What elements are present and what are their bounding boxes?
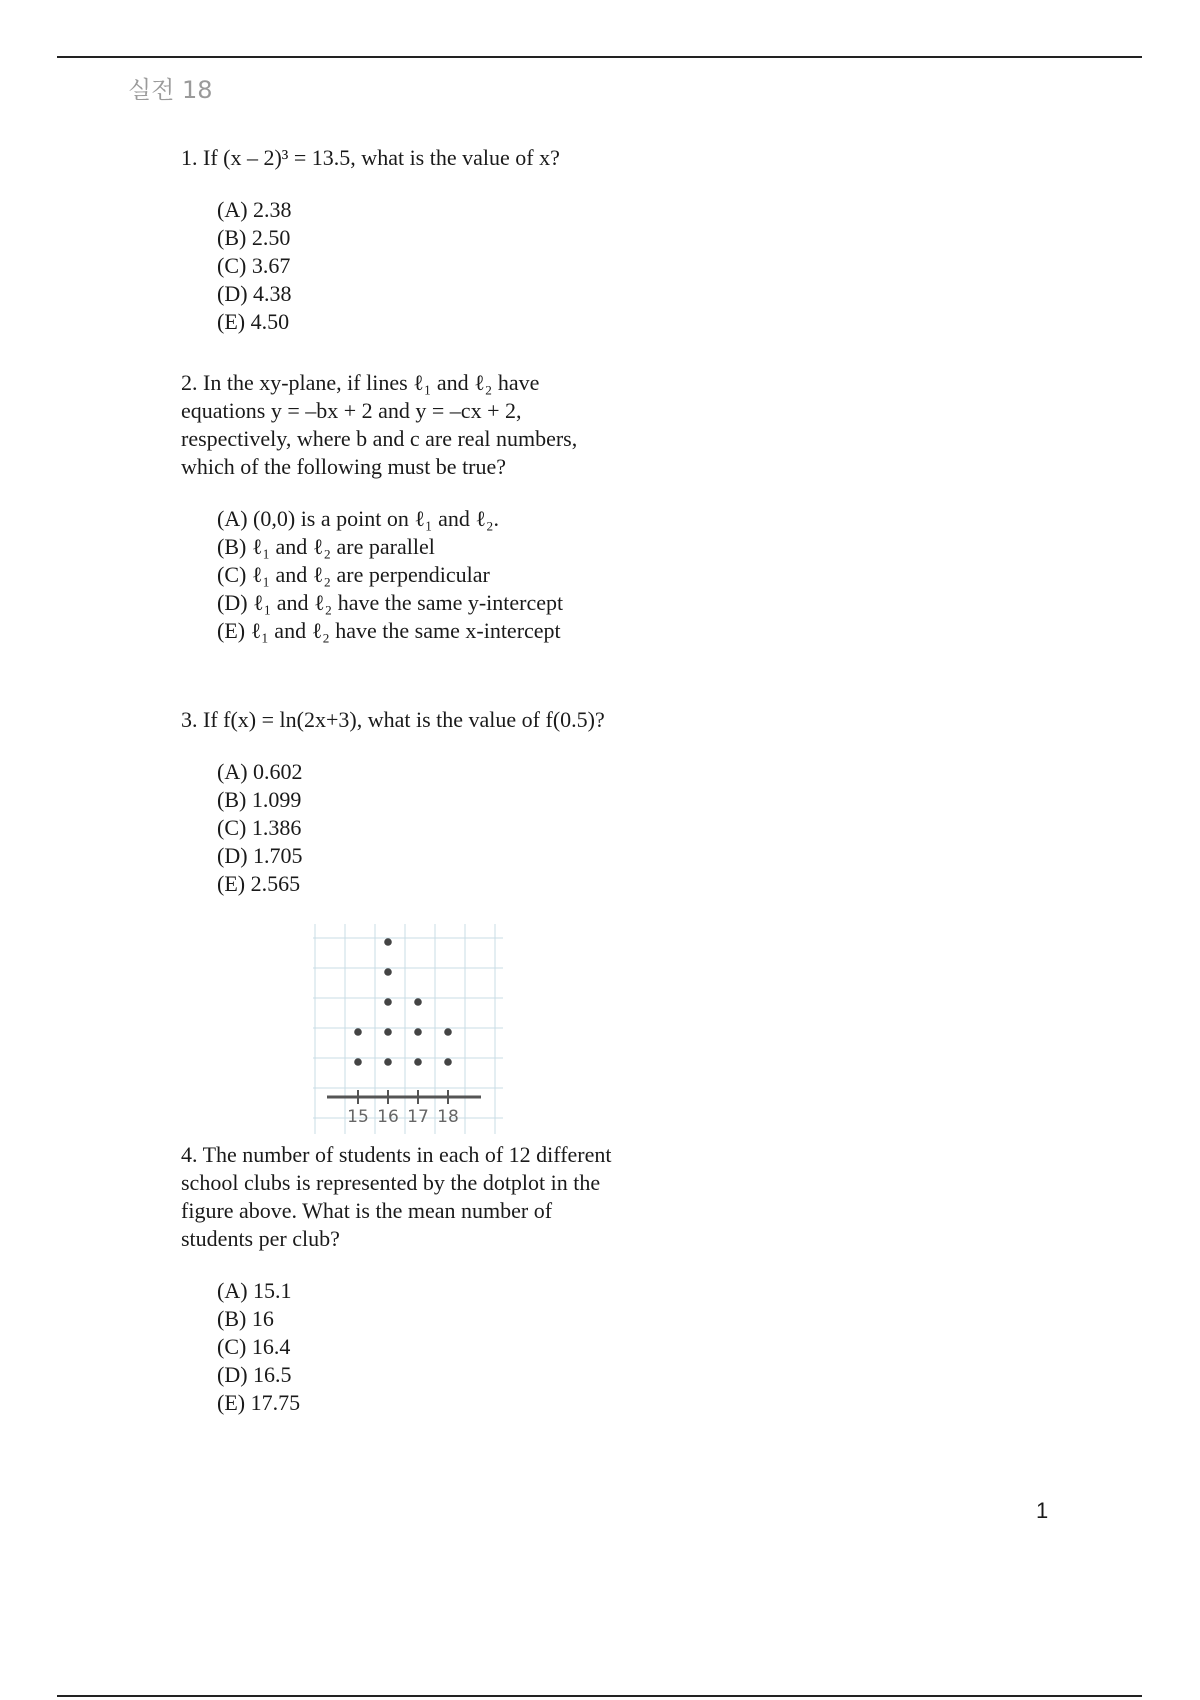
data-dot: [384, 1058, 392, 1066]
tick-labels: [347, 1107, 459, 1127]
choice-c[interactable]: (C) 16.4: [217, 1334, 291, 1359]
choice-a[interactable]: (A) 15.1: [217, 1278, 292, 1303]
data-dot: [354, 1028, 362, 1036]
axis: [327, 1090, 481, 1104]
choice-e[interactable]: (E) ℓ₁ and ℓ₂ have the same x-intercept: [217, 618, 561, 643]
choice-c[interactable]: (C) 3.67: [217, 253, 291, 278]
data-dot: [354, 1058, 362, 1066]
data-dot: [384, 968, 392, 976]
question-stem: [181, 1141, 681, 1253]
choice-b[interactable]: (B) 2.50: [217, 225, 291, 250]
data-dot: [414, 1058, 422, 1066]
choice-b[interactable]: (B) ℓ₁ and ℓ₂ are parallel: [217, 534, 435, 559]
choice-d[interactable]: (D) 16.5: [217, 1362, 292, 1387]
data-dot: [444, 1058, 452, 1066]
choice-a[interactable]: (A) (0,0) is a point on ℓ₁ and ℓ₂.: [217, 506, 500, 531]
choice-a[interactable]: (A) 0.602: [217, 759, 303, 784]
answer-choices: [181, 1277, 681, 1417]
choice-d[interactable]: (D) 4.38: [217, 281, 292, 306]
choice-e[interactable]: (E) 2.565: [217, 871, 301, 896]
stem-line: 2. In the xy-plane, if lines ℓ₁ and ℓ₂ have: [181, 370, 540, 395]
data-dot: [384, 938, 392, 946]
grid: [313, 924, 503, 1134]
top-rule: [57, 56, 1142, 58]
question-stem: 3. If f(x) = ln(2x+3), what is the value of f(0.5)?: [181, 707, 605, 732]
page-number: 1: [1036, 1498, 1049, 1523]
answer-choices: [181, 758, 681, 898]
data-dot: [444, 1028, 452, 1036]
question-stem: 1. If (x – 2)³ = 13.5, what is the value of x?: [181, 145, 560, 170]
question-stem: [181, 369, 681, 481]
choice-c[interactable]: (C) ℓ₁ and ℓ₂ are perpendicular: [217, 562, 490, 587]
stem-line: students per club?: [181, 1226, 340, 1251]
stem-line: respectively, where b and c are real numbers,: [181, 426, 578, 451]
stem-line: equations y = –bx + 2 and y = –cx + 2,: [181, 398, 522, 423]
tick-label: 17: [407, 1107, 429, 1127]
choice-d[interactable]: (D) ℓ₁ and ℓ₂ have the same y-intercept: [217, 590, 564, 615]
stem-line: figure above. What is the mean number of: [181, 1198, 553, 1223]
stem-line: which of the following must be true?: [181, 454, 507, 479]
data-dot: [414, 998, 422, 1006]
dotplot-figure: [313, 924, 503, 1134]
question-2: [181, 369, 681, 645]
choice-e[interactable]: (E) 17.75: [217, 1390, 301, 1415]
question-1: [181, 144, 681, 336]
tick-label: 18: [437, 1107, 459, 1127]
choice-a[interactable]: (A) 2.38: [217, 197, 292, 222]
data-dot: [414, 1028, 422, 1036]
bottom-rule: [57, 1695, 1142, 1697]
choice-b[interactable]: (B) 16: [217, 1306, 274, 1331]
page-title: 실전 18: [128, 76, 213, 104]
choice-d[interactable]: (D) 1.705: [217, 843, 303, 868]
answer-choices: [181, 505, 681, 645]
answer-choices: [181, 196, 681, 336]
data-dot: [384, 998, 392, 1006]
choice-c[interactable]: (C) 1.386: [217, 815, 302, 840]
question-4: [181, 1141, 681, 1417]
stem-line: 4. The number of students in each of 12 different: [181, 1142, 612, 1167]
tick-label: 15: [347, 1107, 369, 1127]
question-3: [181, 706, 681, 898]
choice-b[interactable]: (B) 1.099: [217, 787, 302, 812]
choice-e[interactable]: (E) 4.50: [217, 309, 290, 334]
dots: [354, 938, 452, 1066]
tick-label: 16: [377, 1107, 399, 1127]
data-dot: [384, 1028, 392, 1036]
stem-line: school clubs is represented by the dotplot in the: [181, 1170, 601, 1195]
